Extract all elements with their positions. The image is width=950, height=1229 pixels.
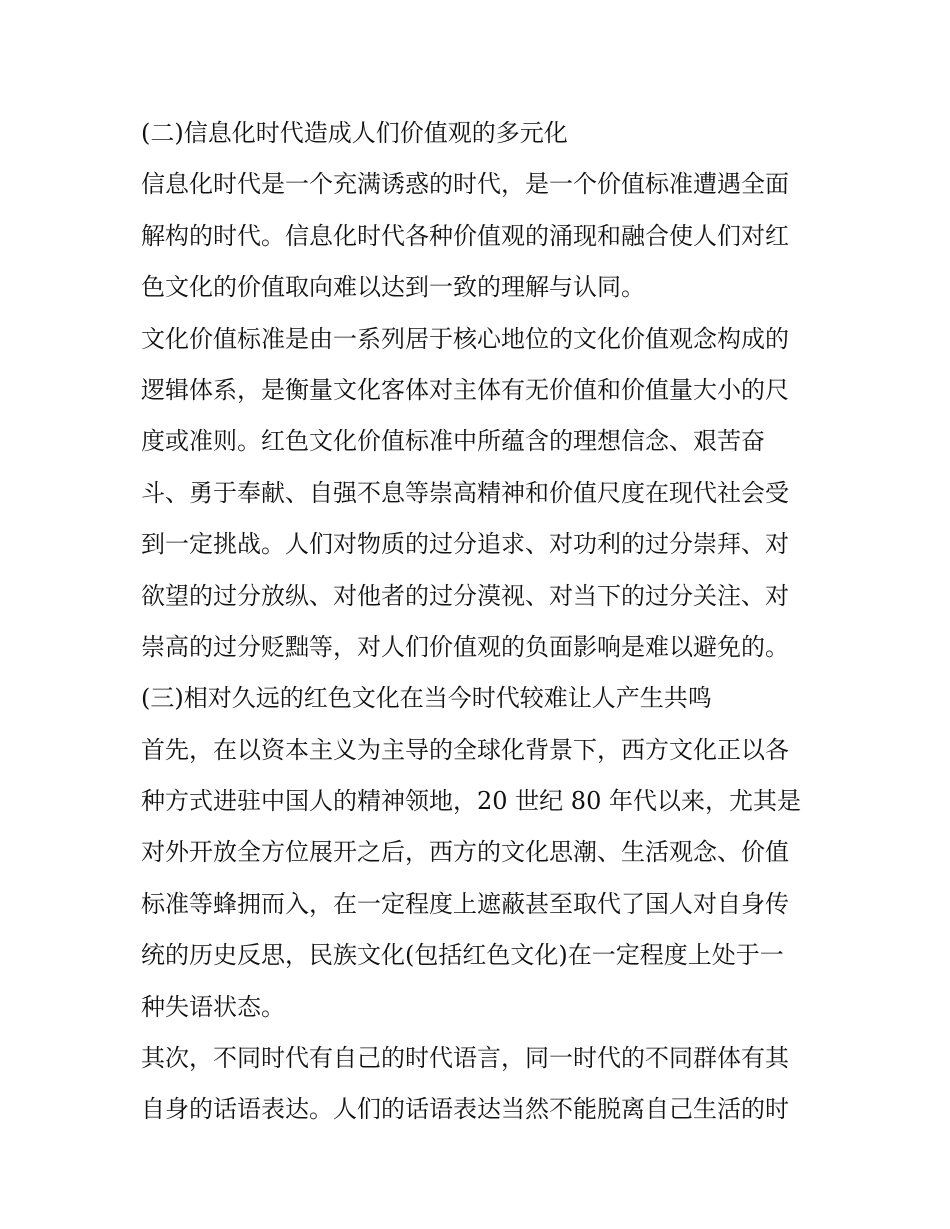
paragraph-line: 种方式进驻中国人的精神领地，20 世纪 80 年代以来，尤其是 <box>141 787 801 816</box>
paragraph-line: 对外开放全方位展开之后，西方的文化思潮、生活观念、价值 <box>141 838 789 867</box>
paragraph-line: 崇高的过分贬黜等，对人们价值观的负面影响是难以避免的。 <box>141 632 789 661</box>
paragraph-line: 标准等蜂拥而入，在一定程度上遮蔽甚至取代了国人对自身传 <box>141 889 789 918</box>
paragraph-line: 到一定挑战。人们对物质的过分追求、对功利的过分崇拜、对 <box>141 530 789 559</box>
paragraph-line: 统的历史反思，民族文化(包括红色文化)在一定程度上处于一 <box>141 941 784 970</box>
paragraph-line: 信息化时代是一个充满诱惑的时代，是一个价值标准遭遇全面 <box>141 170 789 199</box>
paragraph-line: 逻辑体系，是衡量文化客体对主体有无价值和价值量大小的尺 <box>141 375 789 404</box>
paragraph-line: 首先，在以资本主义为主导的全球化背景下，西方文化正以各 <box>141 735 789 764</box>
paragraph-line: 度或准则。红色文化价值标准中所蕴含的理想信念、艰苦奋 <box>141 427 765 456</box>
paragraph-line: 色文化的价值取向难以达到一致的理解与认同。 <box>141 273 645 302</box>
section-heading: (二)信息化时代造成人们价值观的多元化 <box>141 119 568 147</box>
paragraph-line: 种失语状态。 <box>141 992 285 1021</box>
document-body <box>141 108 816 1136</box>
paragraph-line: 斗、勇于奉献、自强不息等崇高精神和价值尺度在现代社会受 <box>141 478 789 507</box>
paragraph-line: 解构的时代。信息化时代各种价值观的涌现和融合使人们对红 <box>141 221 789 250</box>
paragraph-line: 文化价值标准是由一系列居于核心地位的文化价值观念构成的 <box>141 324 789 353</box>
paragraph-line: 欲望的过分放纵、对他者的过分漠视、对当下的过分关注、对 <box>141 581 789 610</box>
paragraph-line: 自身的话语表达。人们的话语表达当然不能脱离自己生活的时 <box>141 1095 789 1124</box>
section-heading: (三)相对久远的红色文化在当今时代较难让人产生共鸣 <box>141 684 712 713</box>
paragraph-line: 其次，不同时代有自己的时代语言，同一时代的不同群体有其 <box>141 1044 789 1073</box>
